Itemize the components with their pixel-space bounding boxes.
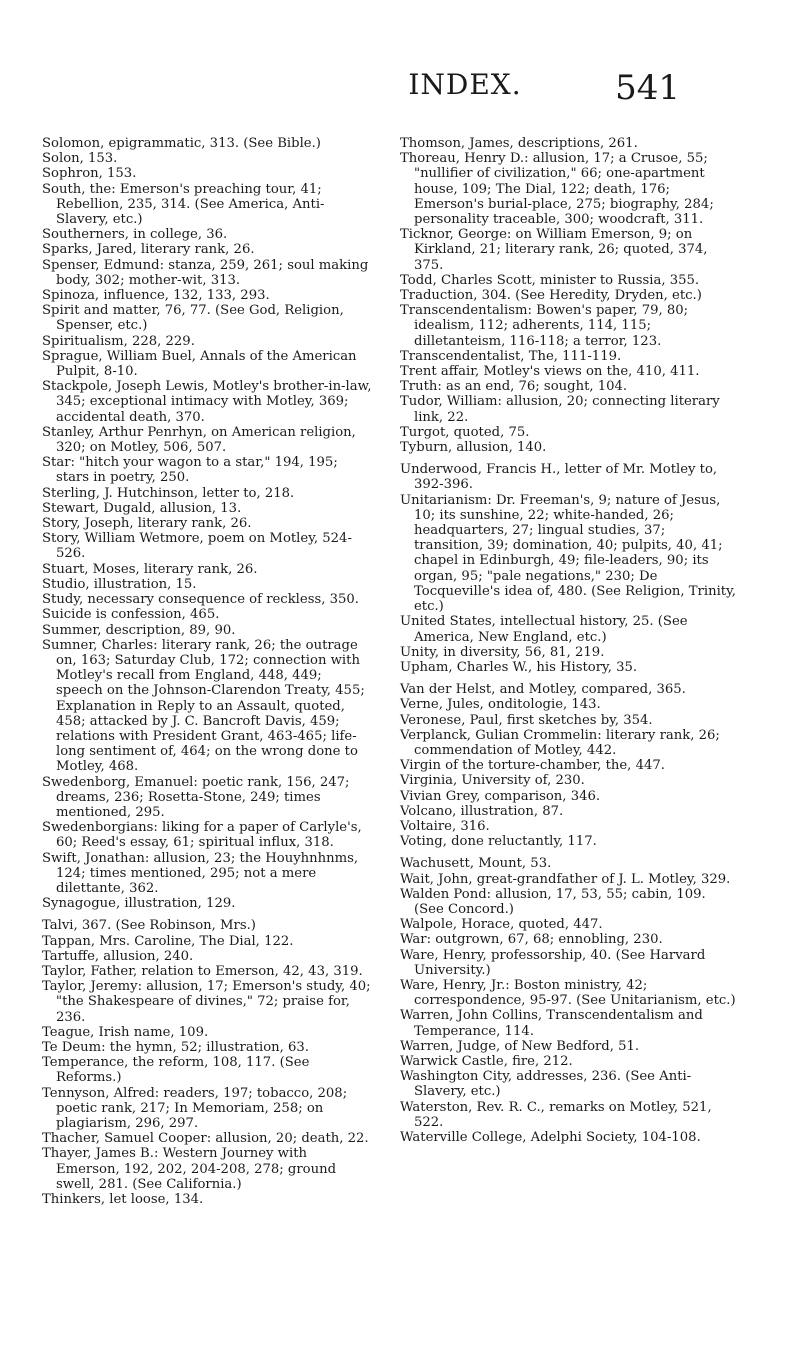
index-entry: Sumner, Charles: literary rank, 26; the outrage on, 163; Saturday Club, 172; connection with Motley's recall from England, 448, 449; speech on the Johnson-Clarendon Treaty, 455; Explanation in Reply to an Assault, quoted, 458; attacked by J. C. Bancroft Davis, 459; relations with President Grant, 463-465; life-long sentiment of, 464; on the wrong done to Motley, 468. — [42, 637, 365, 775]
index-entry: Thomson, James, descriptions, 261. — [400, 136, 638, 151]
index-entry: Thoreau, Henry D.: allusion, 17; a Crusoe, 55; "nullifier of civilization," 66; one-apartment house, 109; The Dial, 122; death, 176; Emerson's burial-place, 275; biography, 284; personality traceable, 300; woodcraft, 311. — [400, 151, 714, 228]
index-entry: Thinkers, let loose, 134. — [42, 1192, 204, 1208]
index-entry: United States, intellectual history, 25. (See America, New England, etc.) — [400, 614, 688, 645]
index-entry: Southerners, in college, 36. — [42, 227, 228, 243]
index-entry: Synagogue, illustration, 129. — [42, 896, 236, 912]
index-column-right — [400, 136, 738, 1145]
index-entry: Truth: as an end, 76; sought, 104. — [400, 379, 628, 395]
index-entry: Underwood, Francis H., letter of Mr. Motley to, 392-396. — [400, 462, 718, 493]
index-entry: Te Deum: the hymn, 52; illustration, 63. — [42, 1039, 309, 1055]
index-entry: Volcano, illustration, 87. — [400, 803, 564, 819]
index-entry: Traduction, 304. (See Heredity, Dryden, etc.) — [400, 288, 702, 304]
index-entry: Tennyson, Alfred: readers, 197; tobacco, 208; poetic rank, 217; In Memoriam, 258; on plagiarism, 296, 297. — [42, 1085, 348, 1131]
index-entry: Todd, Charles Scott, minister to Russia, 355. — [400, 272, 700, 288]
index-entry: Swedenborgians: liking for a paper of Carlyle's, 60; Reed's essay, 61; spiritual influx, 318. — [42, 820, 362, 851]
index-entry: Wachusett, Mount, 53. — [400, 856, 552, 872]
index-entry: Tyburn, allusion, 140. — [400, 440, 547, 456]
index-entry: Taylor, Father, relation to Emerson, 42, 43, 319. — [42, 963, 363, 979]
index-entry: Suicide is confession, 465. — [42, 607, 220, 623]
index-entry: Warren, John Collins, Transcendentalism and Temperance, 114. — [400, 1008, 703, 1039]
index-entry: Spirit and matter, 76, 77. (See God, Religion, Spenser, etc.) — [42, 303, 344, 334]
index-entry: Teague, Irish name, 109. — [42, 1024, 209, 1040]
index-entry: Study, necessary consequence of reckless, 350. — [42, 592, 359, 608]
index-entry: Veronese, Paul, first sketches by, 354. — [400, 712, 653, 728]
index-entry: Thayer, James B.: Western Journey with Emerson, 192, 202, 204-208, 278; ground swell, 281. (See California.) — [42, 1146, 337, 1192]
index-entry: Transcendentalism: Bowen's paper, 79, 80; idealism, 112; adherents, 114, 115; dilletanteism, 116-118; a terror, 123. — [400, 303, 689, 349]
index-entry: Spiritualism, 228, 229. — [42, 333, 195, 349]
index-entry: Temperance, the reform, 108, 117. (See Reforms.) — [42, 1055, 310, 1086]
index-entry: Stuart, Moses, literary rank, 26. — [42, 561, 258, 577]
index-entry: Van der Helst, and Motley, compared, 365. — [400, 682, 686, 698]
index-entry: Walpole, Horace, quoted, 447. — [400, 917, 603, 933]
index-entry: Swift, Jonathan: allusion, 23; the Houyhnhnms, 124; times mentioned, 295; not a mere dilettante, 362. — [42, 850, 359, 896]
index-entry: Waterville College, Adelphi Society, 104-108. — [400, 1130, 701, 1145]
index-entry: Waterston, Rev. R. C., remarks on Motley, 521, 522. — [400, 1099, 712, 1130]
index-entry: War: outgrown, 67, 68; ennobling, 230. — [400, 932, 663, 948]
index-entry: Sterling, J. Hutchinson, letter to, 218. — [42, 485, 295, 501]
index-entry: Virginia, University of, 230. — [400, 773, 585, 789]
index-entry: Ticknor, George: on William Emerson, 9; on Kirkland, 21; literary rank, 26; quoted, 374, 375. — [400, 227, 708, 273]
index-entry: Upham, Charles W., his History, 35. — [400, 659, 638, 675]
index-entry: Ware, Henry, Jr.: Boston ministry, 42; correspondence, 95-97. (See Unitarianism, etc.) — [400, 977, 736, 1009]
index-entry: Ware, Henry, professorship, 40. (See Harvard University.) — [400, 947, 706, 978]
index-entry: Swedenborg, Emanuel: poetic rank, 156, 247; dreams, 236; Rosetta-Stone, 249; times mentioned, 295. — [42, 774, 350, 820]
index-entry: Walden Pond: allusion, 17, 53, 55; cabin, 109. (See Concord.) — [400, 886, 706, 917]
index-entry: Warwick Castle, fire, 212. — [400, 1053, 573, 1069]
page-title: INDEX. — [408, 68, 522, 101]
index-entry: Washington City, addresses, 236. (See Anti-Slavery, etc.) — [400, 1069, 692, 1100]
index-entry: Stackpole, Joseph Lewis, Motley's brother-in-law, 345; exceptional intimacy with Motley, 369; accidental death, 370. — [42, 379, 372, 425]
index-entry: Tudor, William: allusion, 20; connecting literary link, 22. — [400, 394, 720, 425]
index-entry: Sophron, 153. — [42, 166, 137, 182]
index-entry: Trent affair, Motley's views on the, 410, 411. — [400, 364, 700, 380]
index-entry: Summer, description, 89, 90. — [42, 622, 236, 638]
index-entry: Transcendentalist, The, 111-119. — [400, 348, 622, 364]
index-entry: Vivian Grey, comparison, 346. — [400, 788, 601, 804]
index-entry: Sprague, William Buel, Annals of the American Pulpit, 8-10. — [42, 348, 357, 380]
index-column-left — [42, 136, 372, 1207]
index-entry: Tappan, Mrs. Caroline, The Dial, 122. — [42, 933, 294, 949]
index-entry: Solomon, epigrammatic, 313. (See Bible.) — [42, 136, 321, 151]
index-entry: Studio, illustration, 15. — [42, 576, 197, 592]
index-entry: Talvi, 367. (See Robinson, Mrs.) — [42, 918, 256, 934]
index-entry: Unitarianism: Dr. Freeman's, 9; nature of Jesus, 10; its sunshine, 22; white-handed, 26; headquarters, 27; lingual studies, 37; transition, 39; domination, 40; pulpits, 40, 41; chapel in Edinburgh, 49; file-leaders, 90; its organ, 95; "pale negations," 230; De Tocqueville's idea of, 480. (See Religion, Trinity, etc.) — [400, 492, 736, 615]
index-entry: Stanley, Arthur Penrhyn, on American religion, 320; on Motley, 506, 507. — [42, 424, 356, 456]
index-entry: Voltaire, 316. — [400, 818, 490, 834]
index-entry: Star: "hitch your wagon to a star," 194, 195; stars in poetry, 250. — [42, 455, 338, 486]
index-entry: Taylor, Jeremy: allusion, 17; Emerson's study, 40; "the Shakespeare of divines," 72; praise for, 236. — [42, 979, 371, 1025]
index-entry: Wait, John, great-grandfather of J. L. Motley, 329. — [400, 871, 731, 887]
index-entry: Solon, 153. — [42, 151, 118, 167]
page-header — [250, 68, 680, 108]
index-entry: Story, Joseph, literary rank, 26. — [42, 516, 252, 532]
index-entry: Voting, done reluctantly, 117. — [400, 834, 597, 850]
index-entry: South, the: Emerson's preaching tour, 41; Rebellion, 235, 314. (See America, Anti-Slavery, etc.) — [42, 181, 325, 228]
index-entry: Verplanck, Gulian Crommelin: literary rank, 26; commendation of Motley, 442. — [400, 727, 720, 758]
index-entry: Warren, Judge, of New Bedford, 51. — [400, 1038, 640, 1054]
index-entry: Verne, Jules, onditologie, 143. — [400, 697, 601, 713]
index-entry: Tartuffe, allusion, 240. — [42, 948, 194, 964]
index-entry: Sparks, Jared, literary rank, 26. — [42, 242, 255, 258]
index-entry: Spenser, Edmund: stanza, 259, 261; soul making body, 302; mother-wit, 313. — [42, 257, 369, 288]
index-entry: Thacher, Samuel Cooper: allusion, 20; death, 22. — [42, 1131, 369, 1147]
index-entry: Virgin of the torture-chamber, the, 447. — [400, 758, 665, 774]
index-entry: Turgot, quoted, 75. — [400, 424, 530, 440]
index-entry: Unity, in diversity, 56, 81, 219. — [400, 644, 605, 660]
index-entry: Spinoza, influence, 132, 133, 293. — [42, 288, 270, 304]
index-entry: Stewart, Dugald, allusion, 13. — [42, 500, 242, 516]
index-entry: Story, William Wetmore, poem on Motley, 524-526. — [42, 531, 352, 562]
page-number: 541 — [615, 68, 680, 108]
